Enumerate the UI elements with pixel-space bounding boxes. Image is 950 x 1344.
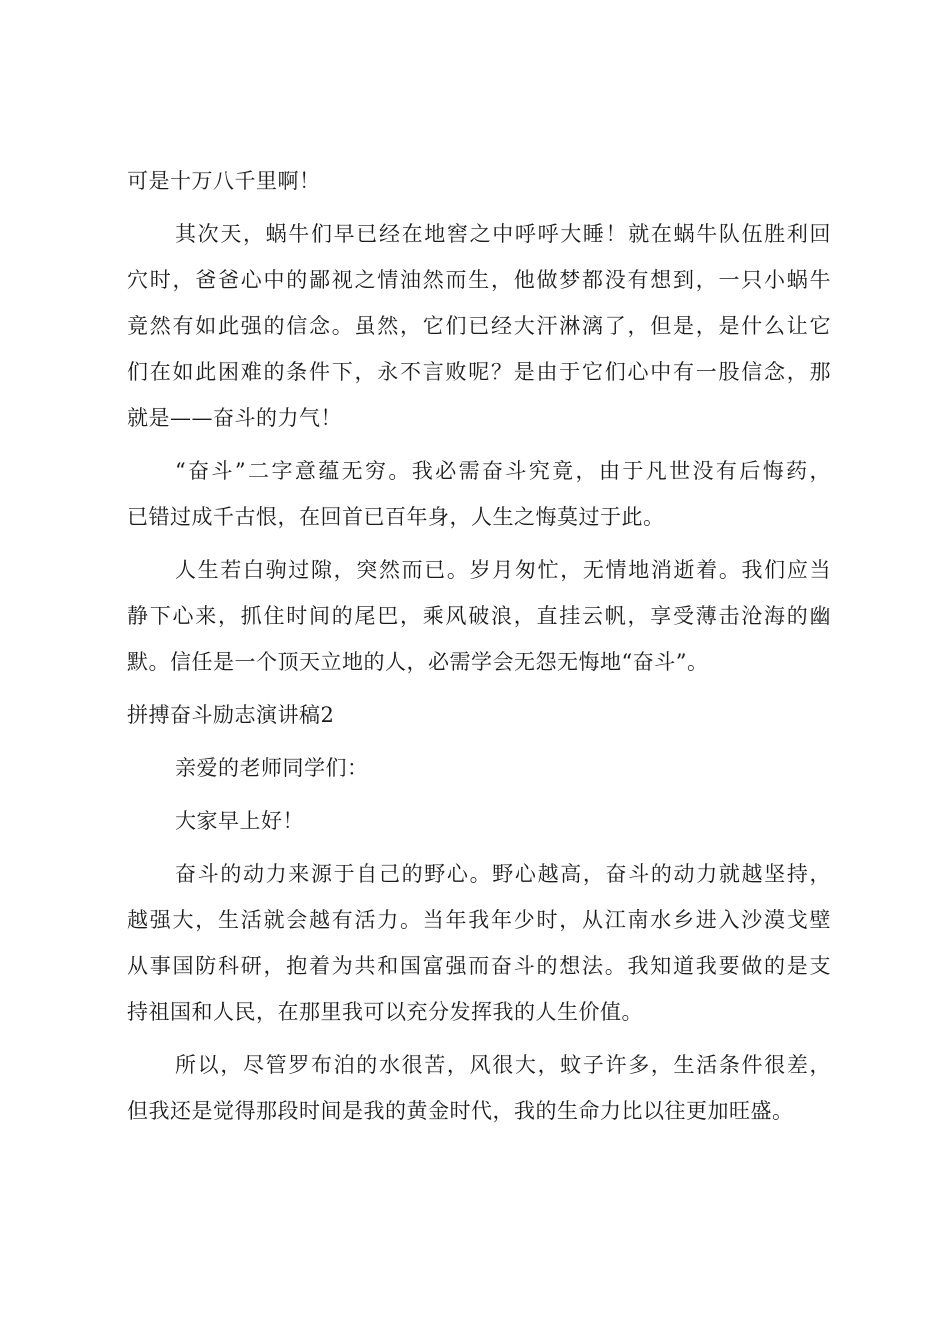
- document-body: [127, 158, 831, 1134]
- text-line: 奋斗的动力来源于自己的野心。野心越高，奋斗的动力就越坚持，: [175, 862, 831, 886]
- text-line: 已错过成千古恨，在回首已百年身，人生之悔莫过于此。: [127, 505, 665, 529]
- text-line: 静下心来，抓住时间的尾巴，乘风破浪，直挂云帆，享受薄击沧海的幽: [127, 604, 831, 628]
- text-line: 竟然有如此强的信念。虽然，它们已经大汗淋漓了，但是，是什么让它: [127, 314, 831, 338]
- text-line: “奋斗”二字意蕴无穷。我必需奋斗究竟，由于凡世没有后悔药，: [175, 459, 831, 483]
- text-line: 人生若白驹过隙，突然而已。岁月匆忙，无情地消逝着。我们应当: [175, 558, 831, 582]
- text-line: 们在如此困难的条件下，永不言败呢？是由于它们心中有一股信念，那: [127, 360, 831, 384]
- text-line: 其次天，蜗牛们早已经在地窖之中呼呼大睡！就在蜗牛队伍胜利回: [175, 222, 831, 246]
- paragraph: [127, 448, 831, 540]
- section-heading: [127, 692, 831, 738]
- paragraph: [127, 158, 831, 204]
- text-line: 从事国防科研，抱着为共和国富强而奋斗的想法。我知道我要做的是支: [127, 954, 831, 978]
- paragraph: [127, 211, 831, 441]
- text-line: 所以，尽管罗布泊的水很苦，风很大，蚊子许多，生活条件很差，: [175, 1053, 831, 1077]
- text-line: 亲爱的老师同学们：: [175, 756, 369, 780]
- text-line: 穴时，爸爸心中的鄙视之情油然而生，他做梦都没有想到，一只小蜗牛: [127, 268, 831, 292]
- text-line: 但我还是觉得那段时间是我的黄金时代，我的生命力比以往更加旺盛。: [127, 1099, 794, 1123]
- paragraph: [127, 547, 831, 685]
- text-line: 就是——奋斗的力气！: [127, 406, 342, 430]
- text-line: 默。信任是一个顶天立地的人，必需学会无怨无悔地“奋斗”。: [127, 650, 709, 674]
- text-line: 可是十万八千里啊！: [127, 169, 321, 193]
- text-line: 持祖国和人民，在那里我可以充分发挥我的人生价值。: [127, 1000, 643, 1024]
- paragraph: [127, 1042, 831, 1134]
- paragraph: [127, 745, 831, 791]
- text-line: 大家早上好！: [175, 809, 304, 833]
- paragraph: [127, 798, 831, 844]
- text-line: 拼搏奋斗励志演讲稿2: [127, 703, 335, 727]
- text-line: 越强大，生活就会越有活力。当年我年少时，从江南水乡进入沙漠戈壁: [127, 908, 831, 932]
- paragraph: [127, 851, 831, 1035]
